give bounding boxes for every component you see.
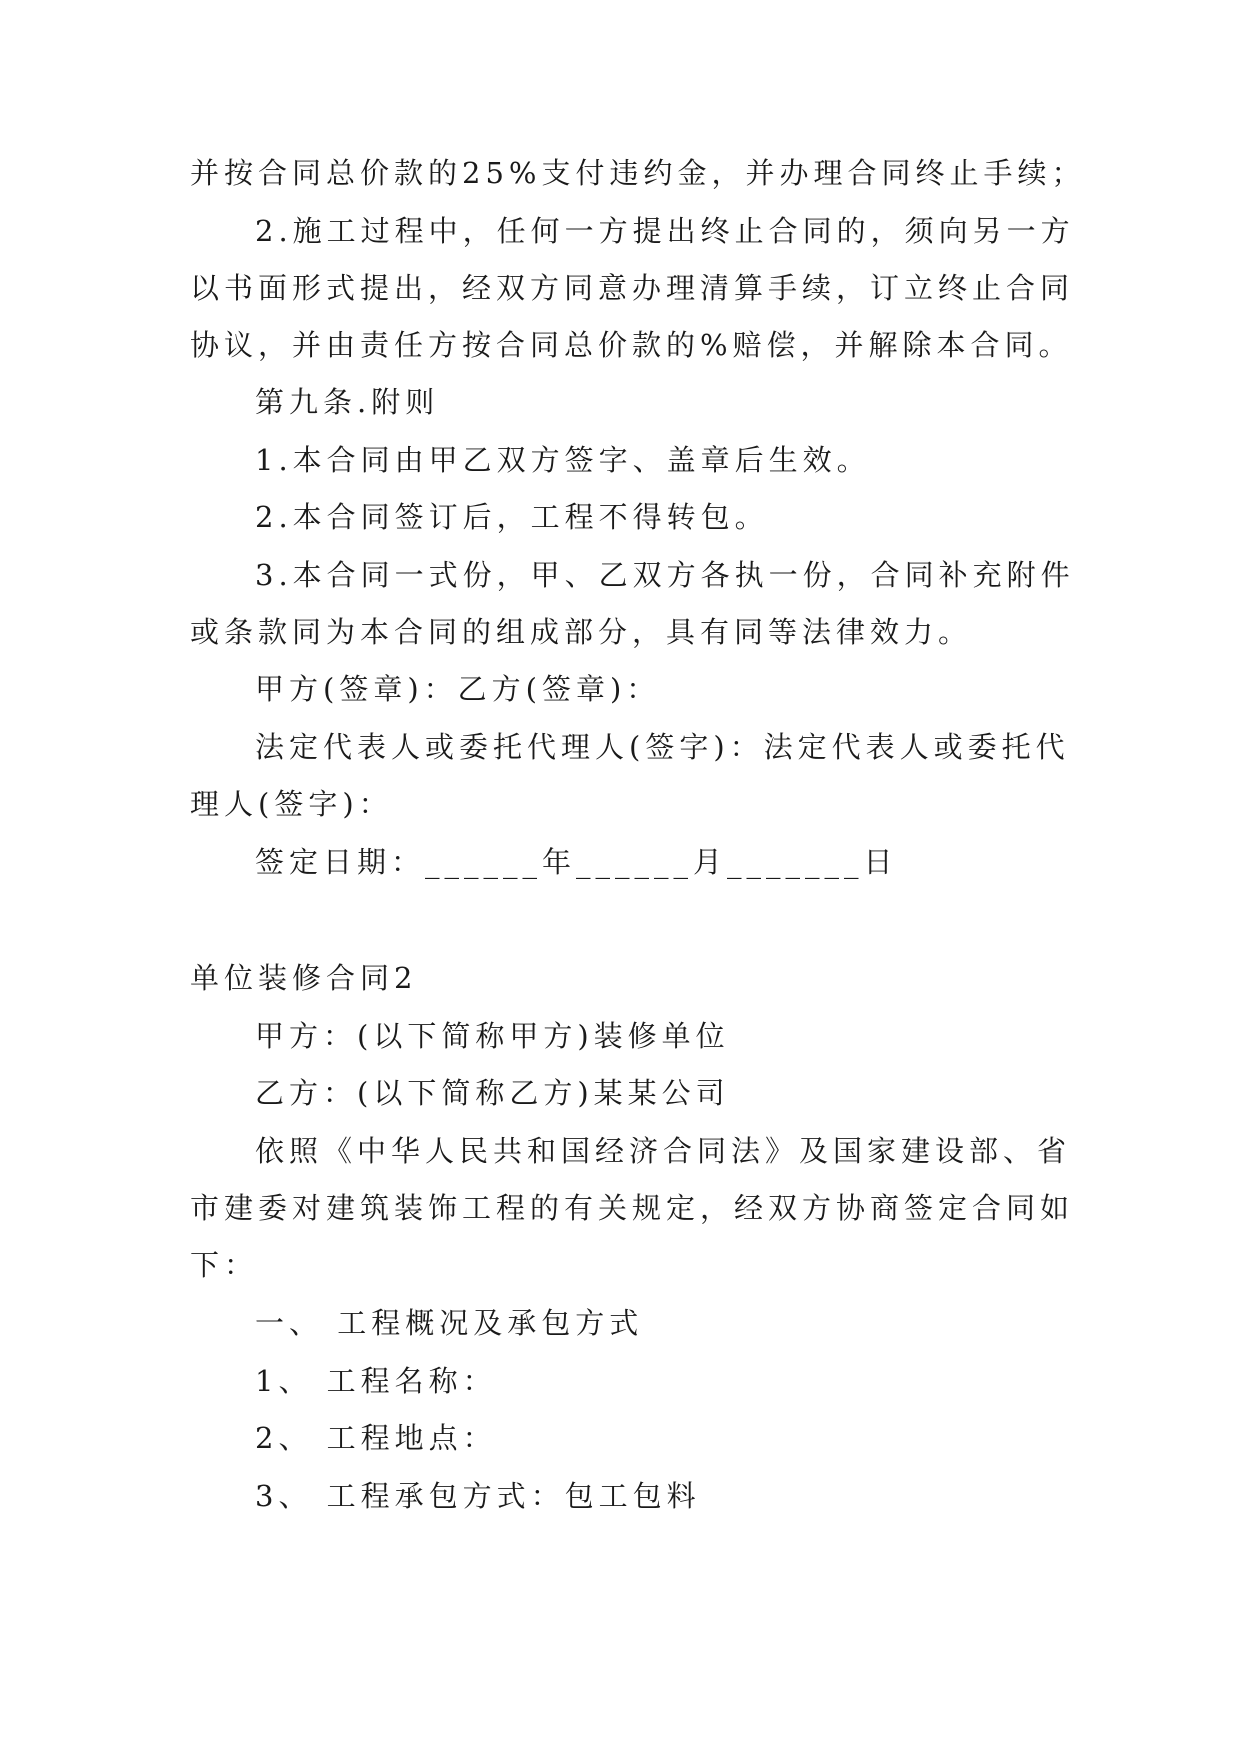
list-item: 1、 工程名称： (255, 1364, 497, 1398)
text-line: 并按合同总价款的25%支付违约金，并办理合同终止手续； (190, 156, 1086, 190)
party-a-line: 甲方：(以下简称甲方)装修单位 (255, 1019, 730, 1053)
signature-line: 理人(签字)： (190, 787, 393, 821)
text-line: 市建委对建筑装饰工程的有关规定，经双方协商签定合同如 (190, 1191, 1075, 1225)
text-line: 2.本合同签订后，工程不得转包。 (255, 500, 769, 534)
list-item: 3、 工程承包方式：包工包料 (255, 1479, 701, 1513)
text-line: 下： (190, 1248, 259, 1282)
list-item: 2、 工程地点： (255, 1421, 497, 1455)
text-line: 或条款同为本合同的组成部分，具有同等法律效力。 (190, 615, 973, 649)
text-line: 3.本合同一式份，甲、乙双方各执一份，合同补充附件 (255, 558, 1075, 592)
text-line: 协议，并由责任方按合同总价款的%赔偿，并解除本合同。 (190, 328, 1073, 362)
text-line: 依照《中华人民共和国经济合同法》及国家建设部、省 (255, 1134, 1072, 1168)
section-heading: 一、 工程概况及承包方式 (255, 1306, 644, 1340)
party-b-line: 乙方：(以下简称乙方)某某公司 (255, 1076, 730, 1110)
signature-line: 法定代表人或委托代理人(签字)：法定代表人或委托代 (255, 730, 1070, 764)
signature-line: 甲方(签章)：乙方(签章)： (255, 672, 661, 706)
text-line: 1.本合同由甲乙双方签字、盖章后生效。 (255, 443, 871, 477)
contract-title: 单位装修合同2 (190, 961, 418, 995)
date-line: 签定日期：______年______月_______日 (255, 845, 898, 879)
text-line: 以书面形式提出，经双方同意办理清算手续，订立终止合同 (190, 271, 1075, 305)
text-line: 2.施工过程中，任何一方提出终止合同的，须向另一方 (255, 214, 1075, 248)
section-heading: 第九条.附则 (255, 385, 440, 419)
